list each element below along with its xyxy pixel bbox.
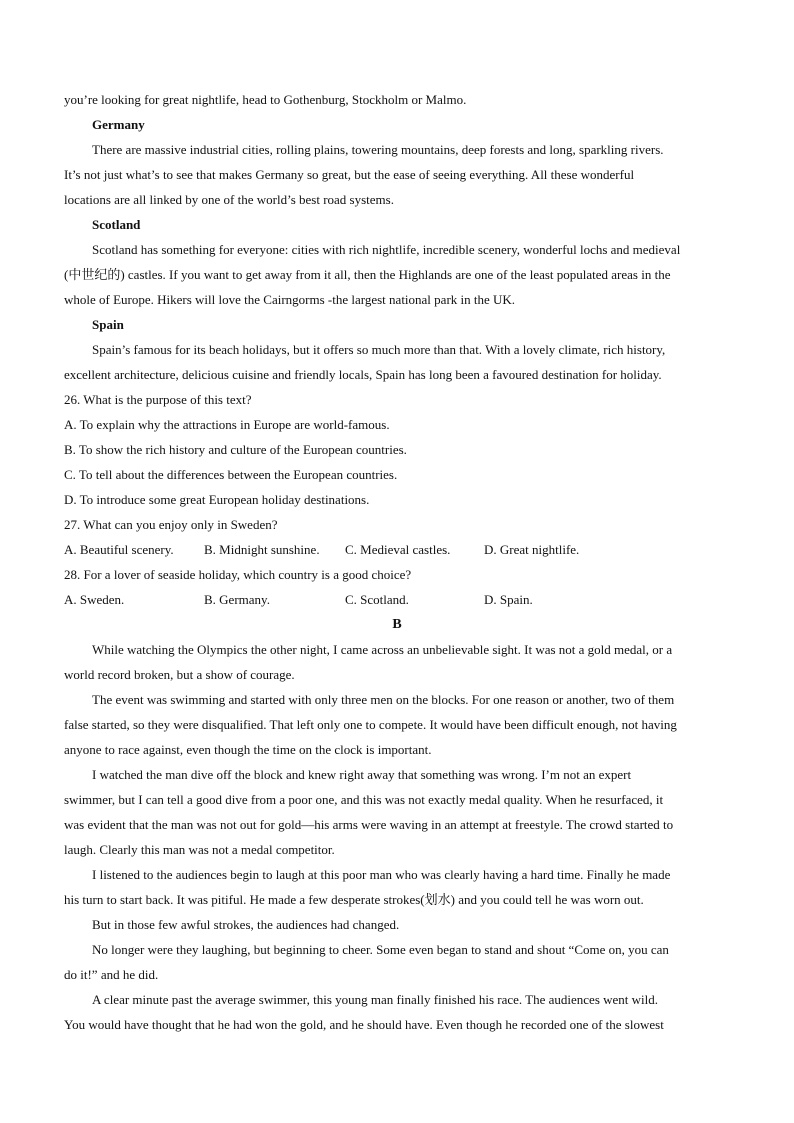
question-27-option-d: D. Great nightlife.: [484, 542, 580, 557]
section-heading-spain: Spain: [92, 317, 124, 332]
question-28-option-d: D. Spain.: [484, 592, 533, 607]
passage-b-label: B: [392, 617, 402, 632]
b-p6-line-2: do it!” and he did.: [64, 967, 159, 982]
question-27-option-a: A. Beautiful scenery.: [64, 542, 174, 557]
document-page: [64, 87, 730, 1037]
b-p6-line-1: No longer were they laughing, but beginning to cheer. Some even began to stand and shout “Come on, you can: [92, 942, 669, 957]
germany-line-1: There are massive industrial cities, rolling plains, towering mountains, deep forests and long, sparkling rivers.: [92, 142, 664, 157]
scotland-line-1: Scotland has something for everyone: cities with rich nightlife, incredible scenery, wonderful lochs and medieval: [92, 242, 681, 257]
spain-line-1: Spain’s famous for its beach holidays, but it offers so much more than that. With a lovely climate, rich history,: [92, 342, 666, 357]
b-p4-line-2: his turn to start back. It was pitiful. He made a few desperate strokes(划水) and you could tell he was worn out.: [64, 892, 644, 907]
question-27-options: [64, 537, 730, 562]
question-26-option-d: D. To introduce some great European holiday destinations.: [64, 492, 370, 507]
b-p7-line-1: A clear minute past the average swimmer, this young man finally finished his race. The audiences went wild.: [92, 992, 659, 1007]
b-p1-line-2: world record broken, but a show of courage.: [64, 667, 295, 682]
spain-line-2: excellent architecture, delicious cuisine and friendly locals, Spain has long been a favoured destination for holiday.: [64, 367, 662, 382]
b-p3-line-4: laugh. Clearly this man was not a medal competitor.: [64, 842, 335, 857]
b-p3-line-1: I watched the man dive off the block and knew right away that something was wrong. I’m not an expert: [92, 767, 632, 782]
question-28-options: [64, 587, 730, 612]
b-p5-line-1: But in those few awful strokes, the audiences had changed.: [92, 917, 400, 932]
b-p1-line-1: While watching the Olympics the other night, I came across an unbelievable sight. It was not a gold medal, or a: [92, 642, 673, 657]
b-p2-line-3: anyone to race against, even though the time on the clock is important.: [64, 742, 432, 757]
b-p2-line-1: The event was swimming and started with only three men on the blocks. For one reason or another, two of them: [92, 692, 675, 707]
section-heading-scotland: Scotland: [92, 217, 141, 232]
question-26-stem: 26. What is the purpose of this text?: [64, 392, 252, 407]
question-28-option-b: B. Germany.: [204, 592, 270, 607]
question-27-stem: 27. What can you enjoy only in Sweden?: [64, 517, 278, 532]
question-27-option-c: C. Medieval castles.: [345, 542, 451, 557]
b-p7-line-2: You would have thought that he had won the gold, and he should have. Even though he recorded one of the slowest: [64, 1017, 664, 1032]
question-27-option-b: B. Midnight sunshine.: [204, 542, 320, 557]
question-28-option-c: C. Scotland.: [345, 592, 409, 607]
b-p4-line-1: I listened to the audiences begin to laugh at this poor man who was clearly having a hard time. Finally he made: [92, 867, 671, 882]
section-heading-germany: Germany: [92, 117, 145, 132]
germany-line-3: locations are all linked by one of the world’s best road systems.: [64, 192, 394, 207]
b-p2-line-2: false started, so they were disqualified. That left only one to compete. It would have been difficult enough, not having: [64, 717, 677, 732]
scotland-line-3: whole of Europe. Hikers will love the Cairngorms -the largest national park in the UK.: [64, 292, 516, 307]
b-p3-line-2: swimmer, but I can tell a good dive from a poor one, and this was not exactly medal quality. When he resurfaced, it: [64, 792, 664, 807]
question-26-option-b: B. To show the rich history and culture of the European countries.: [64, 442, 407, 457]
passage-a-intro-tail: you’re looking for great nightlife, head to Gothenburg, Stockholm or Malmo.: [64, 92, 467, 107]
b-p3-line-3: was evident that the man was not out for gold—his arms were waving in an attempt at freestyle. The crowd started to: [64, 817, 674, 832]
question-26-option-a: A. To explain why the attractions in Europe are world-famous.: [64, 417, 390, 432]
scotland-line-2: (中世纪的) castles. If you want to get away from it all, then the Highlands are one of the least populated areas in the: [64, 267, 671, 282]
germany-line-2: It’s not just what’s to see that makes Germany so great, but the ease of seeing everything. All these wonderful: [64, 167, 635, 182]
question-28-option-a: A. Sweden.: [64, 592, 125, 607]
question-28-stem: 28. For a lover of seaside holiday, which country is a good choice?: [64, 567, 412, 582]
question-26-option-c: C. To tell about the differences between the European countries.: [64, 467, 398, 482]
